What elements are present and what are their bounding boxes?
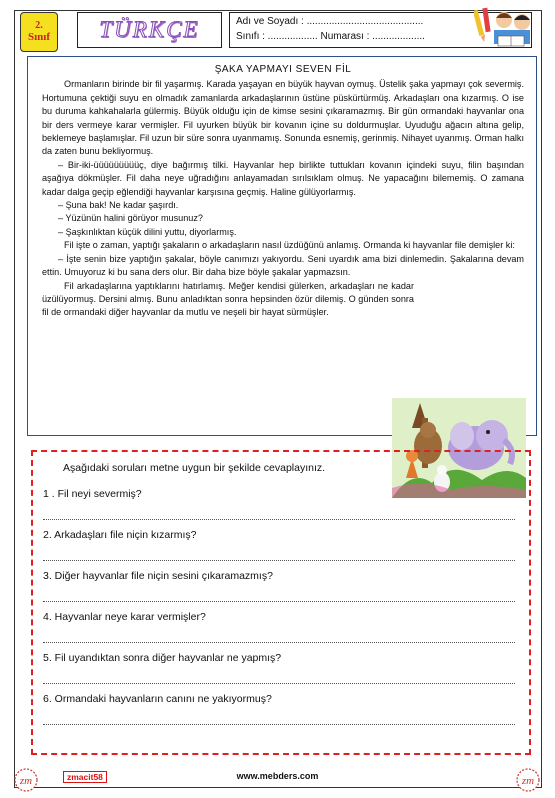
answer-line[interactable] (43, 500, 515, 520)
story-text-box (27, 56, 537, 436)
question-text: 6. Ormandaki hayvanların canını ne yakıyormuş? (43, 693, 272, 705)
grade-badge (20, 12, 58, 52)
question-4 (43, 611, 519, 643)
question-1 (43, 488, 519, 520)
question-text: 3. Diğer hayvanlar file niçin sesini çıkaramazmış? (43, 570, 273, 582)
subject-box (77, 12, 222, 48)
question-text: 4. Hayvanlar neye karar vermişler? (43, 611, 206, 623)
question-2 (43, 529, 519, 561)
question-text: 1 . Fil neyi severmiş? (43, 488, 142, 500)
story-dialogue-1: – Şuna bak! Ne kadar şaşırdı. (58, 200, 179, 211)
zm-logo-text: zm (521, 775, 535, 787)
answer-line[interactable] (43, 582, 515, 602)
question-5 (43, 652, 519, 684)
answer-line[interactable] (43, 623, 515, 643)
question-text: 5. Fil uyandıktan sonra diğer hayvanlar ne yapmış? (43, 652, 282, 664)
code-badge: zmacit58 (63, 771, 107, 783)
site-url[interactable]: www.mebders.com (236, 771, 319, 781)
subject-title: TÜRKÇE (99, 17, 200, 42)
answer-line[interactable] (43, 541, 515, 561)
grade-number: 2. (35, 20, 43, 31)
story-paragraph-2: – Bir-iki-üüüüüüüüüç, diye bağırmış tilki. Hayvanlar hep birlikte tuttukları kovanın içindeki suyu, filin başından aşağıya dökmüşler. Fil daha neye uğradığını anlayamadan sırılsıklam olmuş. Ne yapacağını bilememiş. O zamana kadar dalga geçip eğlendiği hayvanlar karşısına geçmiş. Haline gülüyorlarmış. (42, 159, 524, 197)
zm-logo-text: zm (19, 775, 33, 787)
question-6 (43, 693, 519, 725)
answer-line[interactable] (43, 664, 515, 684)
name-field[interactable]: Adı ve Soyadı : .......................................... (236, 16, 424, 27)
question-3 (43, 570, 519, 602)
questions-intro: Aşağıdaki soruları metne uygun bir şekilde cevaplayınız. (63, 462, 326, 474)
zm-logo-icon (514, 767, 542, 793)
kids-reading-illustration (474, 6, 536, 50)
class-number-field[interactable]: Sınıfı : .................. Numarası : ................... (236, 31, 425, 42)
answer-line[interactable] (43, 705, 515, 725)
story-paragraph-4: – İşte senin bize yaptığın şakalar, böyle canımızı yakıyordu. Seni uyardık ama bizi dinlemedin. Şakalarına devam ettin. Umuyoruz ki bu sana ders olur. Bir daha bize böyle şakalar yapmazsın. (42, 253, 524, 278)
questions-box (31, 450, 531, 755)
story-dialogue-3: – Şaşkınlıktan küçük dilini yuttu, diyorlarmış. (58, 226, 237, 237)
story-dialogue-2: – Yüzünün halini görüyor musunuz? (58, 213, 203, 224)
story-paragraph-3: Fil işte o zaman, yaptığı şakaların o arkadaşların nasıl üzdüğünü anlamış. Ormanda ki hayvanlar file demişler ki: (64, 240, 515, 251)
story-title: ŞAKA YAPMAYI SEVEN FİL (214, 64, 352, 75)
story-paragraph-5: Fil arkadaşlarına yaptıklarını hatırlamış. Meğer kendisi gülerken, arkadaşları ne kadar üzülüyormuş. Dersini almış. Bunu anladıktan sonra hepsinden özür dilemiş. O günden sonra fil de ormandaki diğer hayvanlar da mutlu ve neşeli bir hayat sürmüşler. (42, 280, 414, 318)
grade-label: Sınıf (27, 30, 50, 43)
question-text: 2. Arkadaşları file niçin kızarmış? (43, 529, 197, 541)
story-paragraph-1: Ormanların birinde bir fil yaşarmış. Karada yaşayan en büyük hayvan oymuş. Üstelik şaka yapmayı çok severmiş. Hortumuna çektiği suyu en olmadık zamanlarda arkadaşlarının üstüne püskürtürmüş. Arkadaşları ona kızarmış. O ise bu duruma kahkahalarla gülermiş. Büyük olduğu için de kimse sesini çıkaramazmış. Bir gün ormandaki hayvanlar ona bir ders vermeye karar vermişler. Fil uyurken büyük bir kovanın içine su doldurmuşlar. Uyuduğu ağacın altına gelip, beklemeye başlamışlar. Fil uzun bir süre sonra uyanmamış. Sonunda esnemiş, gerinmiş. Nihayet uyanmış. Orman halkı da zaten bunu bekliyormuş. (42, 79, 524, 157)
